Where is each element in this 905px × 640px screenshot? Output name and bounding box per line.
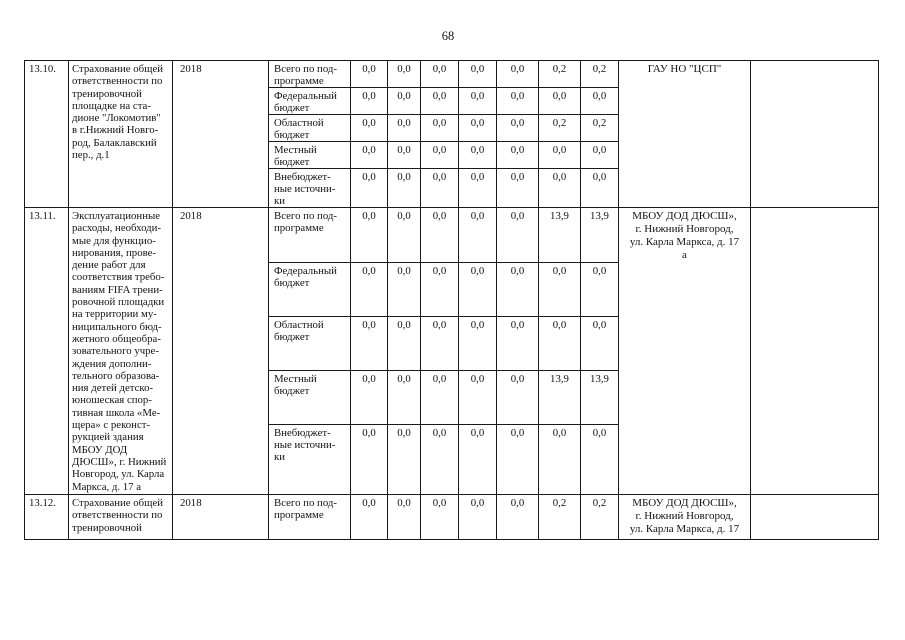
- amount-cell: 0,0: [497, 61, 539, 88]
- amount-cell: 0,0: [497, 88, 539, 115]
- funding-source: Областной бюджет: [269, 115, 351, 142]
- amount-cell: 0,0: [388, 263, 421, 317]
- item-description: Страхование общей ответственности по тренировочной: [69, 495, 173, 540]
- amount-cell: 0,0: [539, 142, 581, 169]
- amount-cell: 0,0: [351, 142, 388, 169]
- amount-cell: 0,0: [388, 61, 421, 88]
- empty-cell: [751, 495, 879, 540]
- funding-source: Внебюджет- ные источни- ки: [269, 425, 351, 495]
- amount-cell: 0,0: [497, 142, 539, 169]
- amount-cell: 0,0: [581, 169, 619, 208]
- amount-cell: 0,0: [459, 169, 497, 208]
- funding-source: Местный бюджет: [269, 371, 351, 425]
- amount-cell: 0,0: [459, 115, 497, 142]
- item-description: Эксплуатационные расходы, необходи- мые для функцио- нирования, прове- дение работ для соответствия требо- ваниям FIFA трени- ровочной площадки на территории му- ниципального бюд- жетного общеобра- зовательного учре- ждения дополни- тельного образова- ния детей детско- юношеская спор- тивная школа «Ме- щера» с реконст- рукцией здания МБОУ ДОД ДЮСШ», г. Нижний Новгород, ул. Карла Маркса, д. 17 а: [69, 208, 173, 495]
- amount-cell: 0,0: [351, 371, 388, 425]
- amount-cell: 0,0: [421, 495, 459, 540]
- amount-cell: 0,0: [539, 88, 581, 115]
- amount-cell: 0,0: [421, 115, 459, 142]
- amount-cell: 0,0: [459, 263, 497, 317]
- item-year: 2018: [173, 208, 269, 495]
- amount-cell: 0,0: [388, 371, 421, 425]
- table-row: [25, 61, 879, 88]
- amount-cell: 0,0: [497, 263, 539, 317]
- funding-source: Всего по под- программе: [269, 61, 351, 88]
- amount-cell: 0,0: [459, 61, 497, 88]
- program-table: [24, 60, 879, 540]
- amount-cell: 0,2: [581, 61, 619, 88]
- amount-cell: 0,0: [421, 425, 459, 495]
- amount-cell: 0,0: [497, 208, 539, 263]
- amount-cell: 0,0: [497, 317, 539, 371]
- funding-source: Всего по под- программе: [269, 495, 351, 540]
- amount-cell: 0,0: [581, 142, 619, 169]
- amount-cell: 0,0: [497, 371, 539, 425]
- funding-source: Местный бюджет: [269, 142, 351, 169]
- item-number: 13.10.: [25, 61, 69, 208]
- amount-cell: 0,0: [581, 88, 619, 115]
- amount-cell: 0,0: [459, 371, 497, 425]
- amount-cell: 0,0: [459, 88, 497, 115]
- amount-cell: 0,0: [497, 425, 539, 495]
- amount-cell: 0,0: [421, 61, 459, 88]
- amount-cell: 13,9: [581, 371, 619, 425]
- amount-cell: 0,0: [351, 263, 388, 317]
- amount-cell: 0,0: [351, 88, 388, 115]
- funding-source: Областной бюджет: [269, 317, 351, 371]
- table-row: [25, 208, 879, 263]
- funding-source: Федеральный бюджет: [269, 263, 351, 317]
- amount-cell: 0,0: [388, 208, 421, 263]
- amount-cell: 0,0: [388, 115, 421, 142]
- amount-cell: 0,0: [421, 88, 459, 115]
- amount-cell: 0,0: [421, 169, 459, 208]
- amount-cell: 0,0: [421, 263, 459, 317]
- amount-cell: 0,0: [351, 317, 388, 371]
- item-year: 2018: [173, 495, 269, 540]
- amount-cell: 0,0: [421, 142, 459, 169]
- amount-cell: 0,0: [351, 208, 388, 263]
- item-description: Страхование общей ответственности по тренировочной площадке на ста- дионе "Локомотив" в г.Нижний Новго- род, Балаклавский пер., д.1: [69, 61, 173, 208]
- amount-cell: 0,0: [351, 425, 388, 495]
- amount-cell: 0,0: [581, 317, 619, 371]
- responsible-executor: МБОУ ДОД ДЮСШ», г. Нижний Новгород, ул. Карла Маркса, д. 17: [619, 495, 751, 540]
- amount-cell: 0,0: [459, 317, 497, 371]
- amount-cell: 0,0: [421, 208, 459, 263]
- amount-cell: 0,0: [581, 263, 619, 317]
- amount-cell: 0,2: [539, 61, 581, 88]
- amount-cell: 0,0: [351, 495, 388, 540]
- amount-cell: 0,0: [459, 142, 497, 169]
- amount-cell: 0,0: [497, 495, 539, 540]
- funding-source: Внебюджет- ные источни- ки: [269, 169, 351, 208]
- amount-cell: 0,2: [581, 495, 619, 540]
- amount-cell: 0,2: [581, 115, 619, 142]
- table-row: [25, 495, 879, 540]
- amount-cell: 0,0: [351, 169, 388, 208]
- amount-cell: 0,0: [388, 88, 421, 115]
- amount-cell: 13,9: [539, 371, 581, 425]
- amount-cell: 0,0: [539, 169, 581, 208]
- funding-source: Всего по под- программе: [269, 208, 351, 263]
- amount-cell: 0,0: [351, 115, 388, 142]
- item-number: 13.12.: [25, 495, 69, 540]
- amount-cell: 0,0: [388, 317, 421, 371]
- amount-cell: 0,2: [539, 115, 581, 142]
- amount-cell: 0,0: [497, 115, 539, 142]
- amount-cell: 0,0: [351, 61, 388, 88]
- empty-cell: [751, 208, 879, 495]
- item-number: 13.11.: [25, 208, 69, 495]
- funding-source: Федеральный бюджет: [269, 88, 351, 115]
- page-number: 68: [441, 29, 455, 43]
- amount-cell: 0,2: [539, 495, 581, 540]
- amount-cell: 0,0: [421, 371, 459, 425]
- item-year: 2018: [173, 61, 269, 208]
- amount-cell: 13,9: [539, 208, 581, 263]
- amount-cell: 0,0: [388, 169, 421, 208]
- amount-cell: 0,0: [497, 169, 539, 208]
- amount-cell: 0,0: [459, 425, 497, 495]
- amount-cell: 0,0: [388, 142, 421, 169]
- empty-cell: [751, 61, 879, 208]
- amount-cell: 0,0: [459, 495, 497, 540]
- amount-cell: 13,9: [581, 208, 619, 263]
- amount-cell: 0,0: [421, 317, 459, 371]
- amount-cell: 0,0: [581, 425, 619, 495]
- amount-cell: 0,0: [388, 495, 421, 540]
- amount-cell: 0,0: [539, 263, 581, 317]
- amount-cell: 0,0: [388, 425, 421, 495]
- amount-cell: 0,0: [459, 208, 497, 263]
- amount-cell: 0,0: [539, 317, 581, 371]
- amount-cell: 0,0: [539, 425, 581, 495]
- responsible-executor: МБОУ ДОД ДЮСШ», г. Нижний Новгород, ул. Карла Маркса, д. 17 а: [619, 208, 751, 495]
- responsible-executor: ГАУ НО "ЦСП": [619, 61, 751, 208]
